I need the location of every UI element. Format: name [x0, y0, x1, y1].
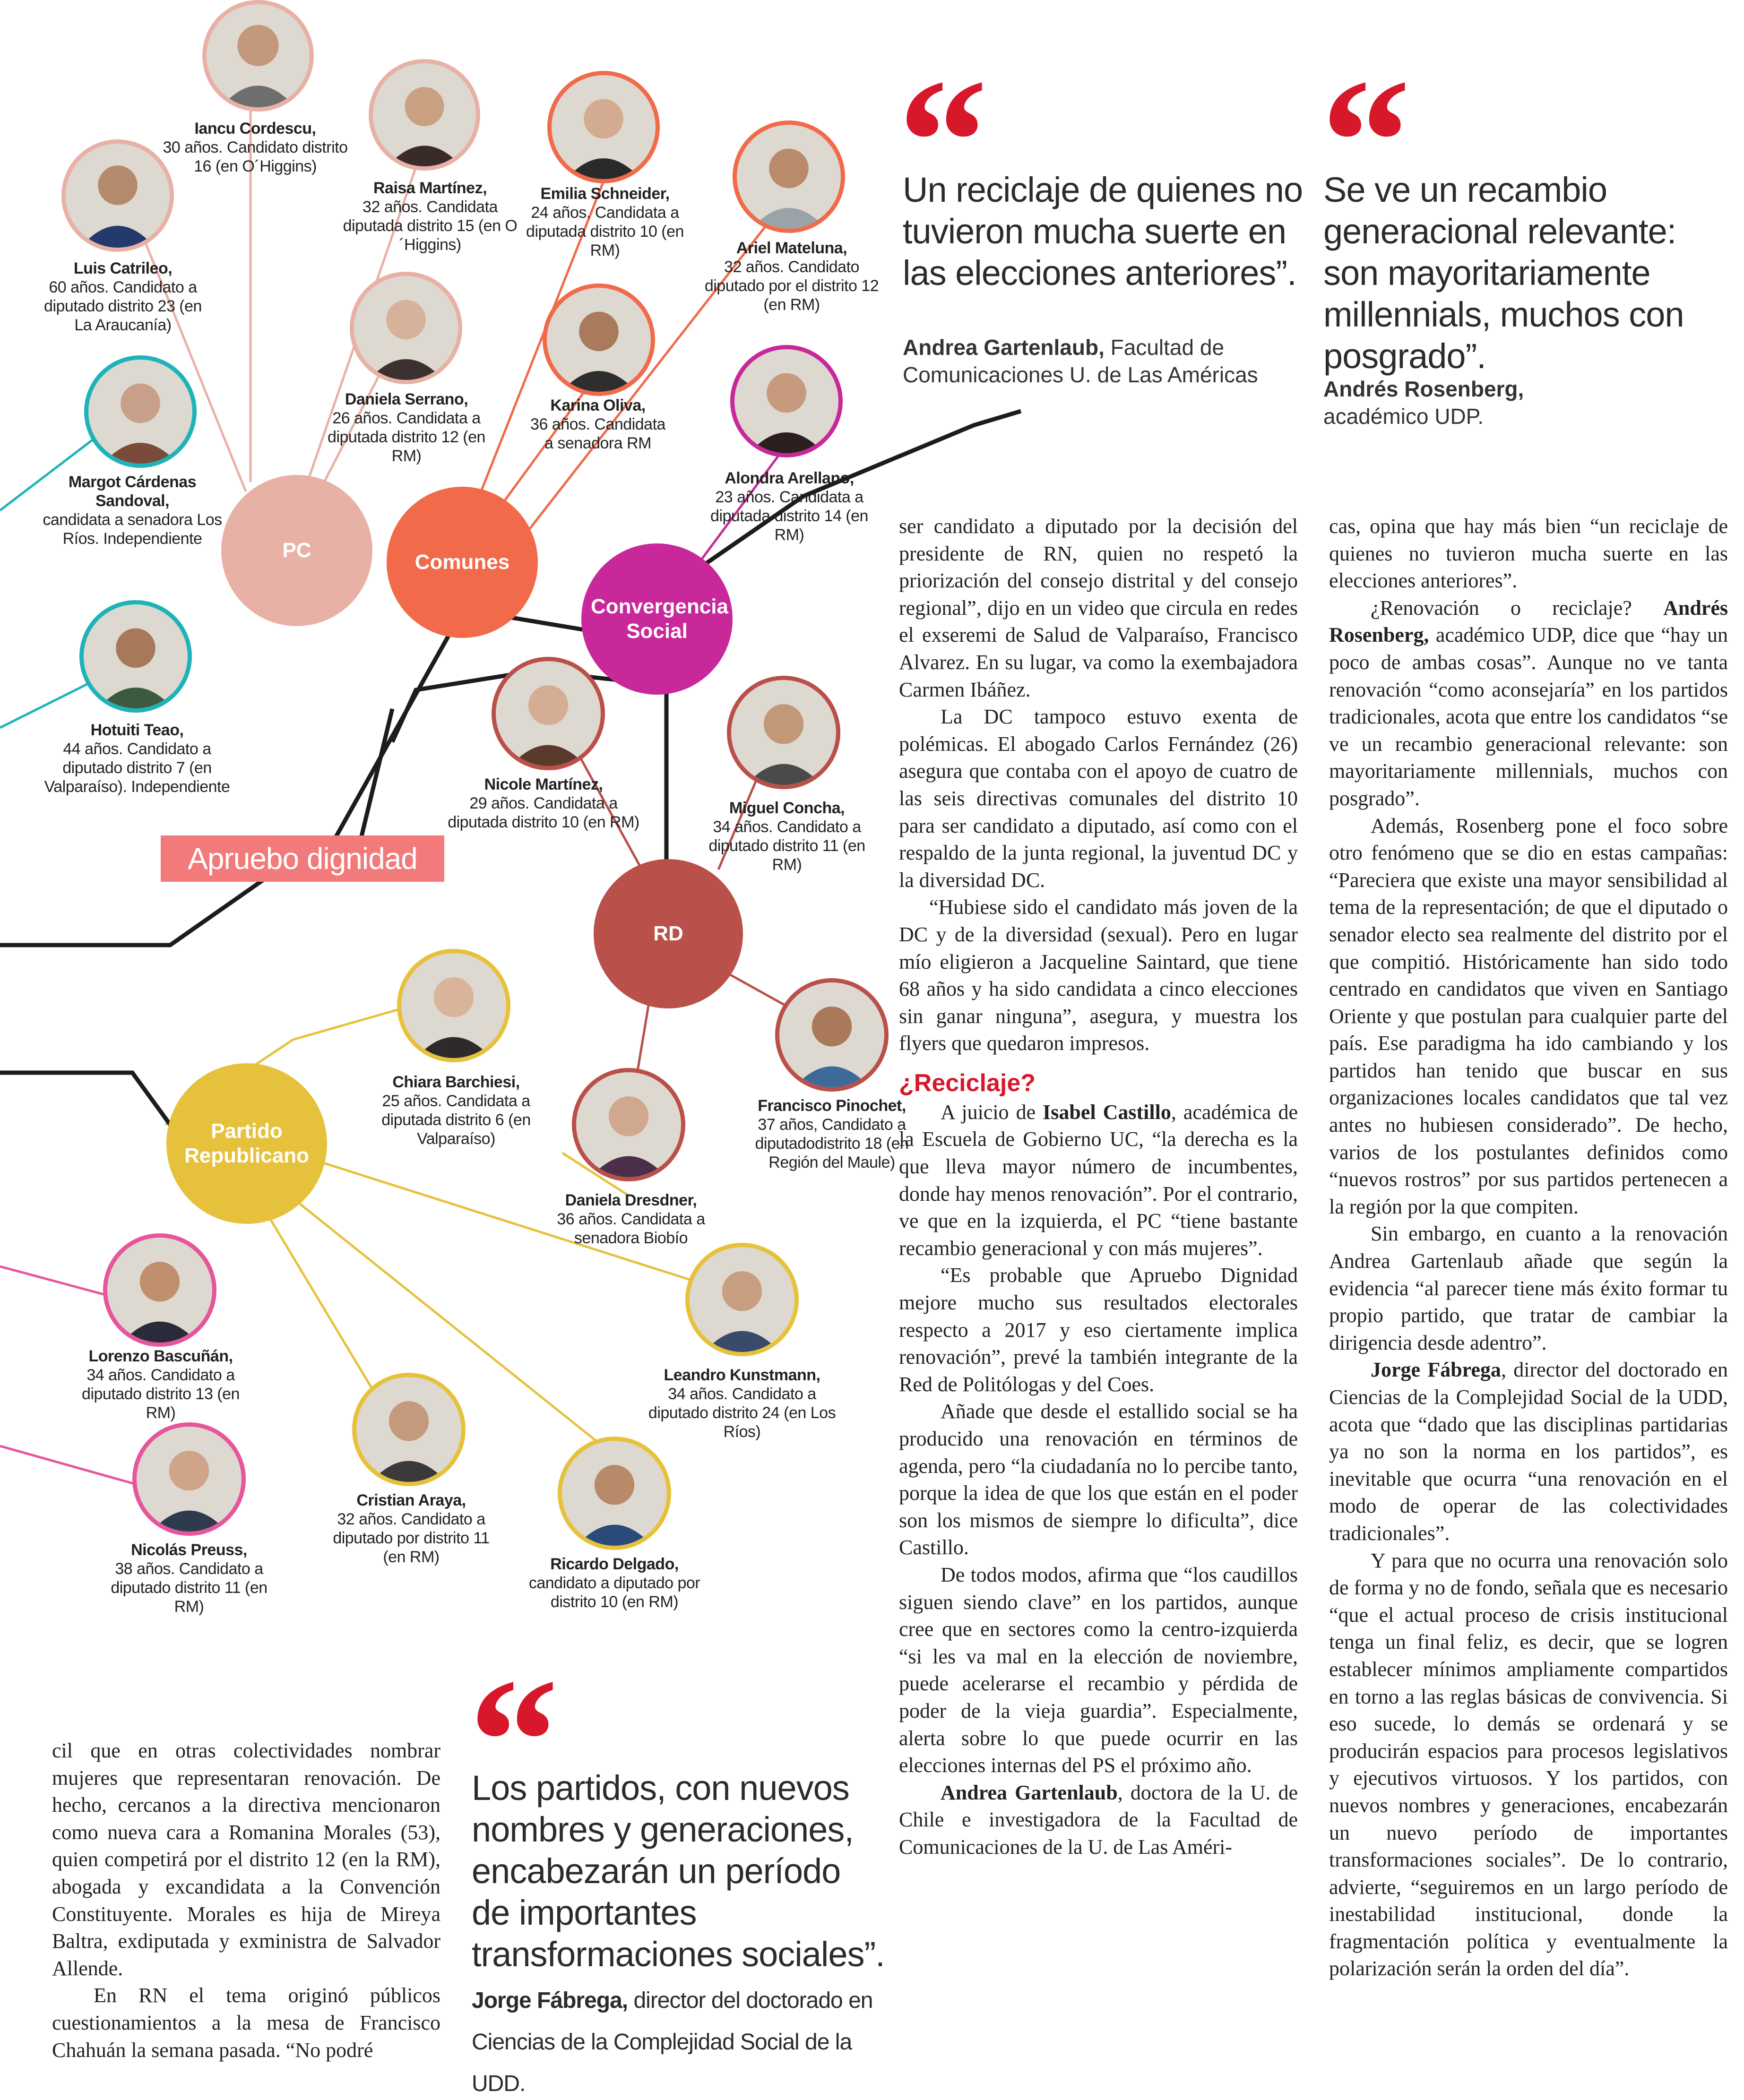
pull-quote-2-attribution: Andrés Rosenberg, académico UDP.: [1323, 377, 1524, 429]
caption-daniela-serrano: Daniela Serrano, 26 años. Candidata a diputada distrito 12 (en RM): [328, 390, 485, 465]
caption-raisa: Raisa Martínez, 32 años. Candidata diputada distrito 15 (en O´Higgins): [343, 179, 518, 254]
caption-miguel: Miguel Concha, 34 años. Candidato a diputado distrito 11 (en RM): [708, 799, 865, 874]
pull-quote-1: Un reciclaje de quienes no tuvieron mucha suerte en las elecciones anteriores”.: [903, 170, 1303, 293]
quote-mark-icon: [1321, 71, 1411, 151]
paragraph: “Es probable que Apruebo Dignidad mejore mucho sus resultados electorales respecto a 2017 y eso ciertamente implica renovación”, prevé la también integrante de la Red de Politólogas y del Coes.: [899, 1264, 1298, 1396]
paragraph: ser candidato a diputado por la decisión del presidente de RN, quien no respetó la priorización del consejo distrital y del consejo regional”, dijo en un video que circula en redes el exseremi de Salud de Valparaíso, Francisco Alvarez. En su lugar, va como la exembajadora Carmen Ibáñez.: [899, 515, 1298, 701]
caption-karina: Karina Oliva, 36 años. Candidata a senadora RM: [530, 396, 665, 452]
section-heading: ¿Reciclaje?: [899, 1069, 1036, 1097]
article-column-right: [1329, 513, 1728, 1982]
caption-lorenzo: Lorenzo Bascuñán, 34 años. Candidato a diputado distrito 13 (en RM): [82, 1347, 240, 1422]
photo-nicolas: [132, 1422, 246, 1536]
photo-ariel: [733, 120, 845, 233]
pull-quote-3: Los partidos, con nuevos nombres y generaciones, encabezarán un período de importantes transformaciones sociales”. Jorge Fábrega, director del doctorado en Ciencias de la Complejidad Social de la UDD.: [472, 1768, 885, 2096]
photo-iancu: [202, 0, 314, 112]
paragraph: A juicio de Isabel Castillo, académica de la Escuela de Gobierno UC, “la derecha es la que lleva mayor número de incumbentes, donde hay menos renovación”. Por el contrario, ve que en la izquierda, el PC “tiene bastante recambio generacional y con más mujeres”.: [899, 1100, 1298, 1260]
paragraph: “Hubiese sido el candidato más joven de la DC y de la diversidad (sexual). Pero en lugar mío eligieron a Jacqueline Saintard, que tiene 68 años y ha sido candidata a cinco elecciones sin ganar ninguna”, asegura, y muestra los flyers que quedaron impresos.: [899, 895, 1298, 1055]
party-node-pc: PC: [221, 475, 372, 626]
photo-alondra: [730, 345, 843, 457]
party-node-rd: RD: [594, 859, 743, 1008]
paragraph: Y para que no ocurra una renovación solo de forma y no de fondo, señala que es necesario “que el actual proceso de crisis institucional tenga un final feliz, es decir, que se logren establecer mínimos ampliamente compartidos en torno a las reglas básicas de convivencia. Si eso sucede, lo demás se ordenará y se producirán espacios para procesos legislativos y ejecutivos virtuosos. Y los partidos, con nuevos nombres y generaciones, encabezarán un nuevo período de importantes transformaciones sociales”. De lo contrario, advierte, “seguiremos en un largo período de inestabilidad institucional, donde la fragmentación política y eventualmente la polarización serán la orden del día”.: [1329, 1549, 1728, 1980]
caption-emilia: Emilia Schneider, 24 años. Candidata a diputada distrito 10 (en RM): [526, 185, 684, 259]
paragraph: Añade que desde el estallido social se ha producido una renovación en términos de agenda, pero “la ciudadanía no lo percibe tanto, porque la idea de que los que están en el poder son los mismos de siempre lo dificulta”, dice Castillo.: [899, 1400, 1298, 1559]
photo-karina: [543, 284, 655, 396]
article-column-middle: [899, 513, 1298, 1861]
caption-margot: Margot Cárdenas Sandoval, candidata a senadora Los Ríos. Independiente: [43, 473, 222, 548]
paragraph: cil que en otras colectividades nombrar mujeres que representaran renovación. De hecho, cercanos a la directiva mencionaron como nueva cara a Romanina Morales (53), quien competirá por el distrito 12 (en la RM), abogada y excandidata a la Convención Constituyente. Morales es hija de Mireya Baltra, exdiputada y exministra de Salvador Allende.: [52, 1739, 440, 1980]
caption-hotuiti: Hotuiti Teao, 44 años. Candidato a diputado distrito 7 (en Valparaíso). Independiente: [44, 721, 230, 796]
photo-nicole: [492, 657, 605, 770]
caption-luis: Luis Catrileo, 60 años. Candidato a diputado distrito 23 (en La Araucanía): [44, 259, 202, 334]
caption-alondra: Alondra Arellano, 23 años. Candidata a diputada distrito 14 (en RM): [710, 469, 868, 544]
photo-leandro: [685, 1243, 799, 1356]
photo-francisco: [775, 978, 889, 1092]
paragraph: Jorge Fábrega, director del doctorado en Ciencias de la Complejidad Social de la UDD, acota que “dado que las disciplinas partidarias ya no son la norma en los partidos”, es inevitable que ocurra “una renovación en el modo de operar de las colectividades tradicionales”.: [1329, 1358, 1728, 1545]
pull-quote-1-attribution: Andrea Gartenlaub, Facultad de Comunicaciones U. de Las Américas: [903, 335, 1258, 387]
caption-nicole: Nicole Martínez, 29 años. Candidata a diputada distrito 10 (en RM): [448, 775, 639, 831]
photo-luis: [61, 139, 174, 252]
paragraph: La DC tampoco estuvo exenta de polémicas. El abogado Carlos Fernández (26) asegura que contaba con el apoyo de cuatro de las seis directivas comunales del distrito 10 para ser candidato a diputado, así como con el respaldo de la junta regional, la juventud DC y la diversidad DC.: [899, 705, 1298, 892]
paragraph: cas, opina que hay más bien “un reciclaje de quienes no tuvieron mucha suerte en las elecciones anteriores”.: [1329, 515, 1728, 593]
caption-ricardo: Ricardo Delgado, candidato a diputado por distrito 10 (en RM): [528, 1555, 700, 1611]
photo-hotuiti: [79, 600, 192, 713]
article-column-left: [52, 1737, 440, 2064]
photo-miguel: [727, 676, 840, 789]
photo-chiara: [397, 949, 510, 1062]
photo-cristian: [352, 1373, 466, 1486]
paragraph: Sin embargo, en cuanto a la renovación Andrea Gartenlaub añade que según la evidencia “al parecer tiene más éxito formar tu propio partido, que tratar de cambiar la dirigencia desde adentro”.: [1329, 1222, 1728, 1354]
caption-ariel: Ariel Mateluna, 32 años. Candidato diputado por el distrito 12 (en RM): [704, 239, 879, 314]
photo-daniela-serrano: [350, 272, 462, 384]
caption-francisco: Francisco Pinochet, 37 años, Candidato a diputadodistrito 18 (en Región del Maule): [755, 1097, 909, 1171]
caption-chiara: Chiara Barchiesi, 25 años. Candidata a diputada distrito 6 (en Valparaíso): [381, 1073, 531, 1148]
party-node-comunes: Comunes: [387, 487, 538, 638]
caption-iancu: Iancu Cordescu, 30 años. Candidato distrito 16 (en O´Higgins): [163, 120, 348, 175]
paragraph: Andrea Gartenlaub, doctora de la U. de Chile e investigadora de la Facultad de Comunicaciones de la U. de Las Améri-: [899, 1781, 1298, 1859]
pull-quote-2: Se ve un recambio generacional relevante: son mayoritariamente millennials, muchos con posgrado”.: [1323, 170, 1684, 376]
paragraph: Además, Rosenberg pone el foco sobre otro fenómeno que se dio en estas campañas: “Pareciera que existe una mayor sensibilidad al tema de la representación; de que el diputado o senador electo sea realmente del distrito por el que compitió. Históricamente han sido todo centrado en candidatos que viven en Santiago Oriente y que postulan para cualquier parte del país. Ese paradigma ha ido cambiando y los partidos han tenido que buscar en sus organizaciones locales candidatos que tal vez antes no hubiesen considerado”. De hecho, varios de los postulantes definidos como “nuevos rostros” por sus partidos pertenecen a la región por la que compiten.: [1329, 814, 1728, 1218]
photo-daniela-dresdner: [572, 1068, 685, 1181]
paragraph: De todos modos, afirma que “los caudillos siguen siendo clave” en los partidos, aunque cree que en sectores como la centro-izquierda “si les va mal en la elección de noviembre, puede acelerarse el recambio y pérdida de poder de la vieja guardia”. Especialmente, alerta sobre lo que puede ocurrir en las elecciones internas del PS el próximo año.: [899, 1563, 1298, 1777]
photo-raisa: [369, 59, 480, 171]
caption-nicolas: Nicolás Preuss, 38 años. Candidato a diputado distrito 11 (en RM): [111, 1541, 268, 1616]
caption-cristian: Cristian Araya, 32 años. Candidato a diputado por distrito 11 (en RM): [333, 1491, 490, 1566]
party-node-republicano: Partido Republicano: [166, 1063, 327, 1224]
quote-mark-icon: [898, 71, 988, 151]
photo-ricardo: [558, 1437, 671, 1550]
photo-margot: [84, 355, 197, 468]
quote-mark-icon: [469, 1670, 559, 1751]
apruebo-dignidad-banner: Apruebo dignidad: [161, 835, 444, 882]
party-node-convergencia: Convergencia Social: [581, 543, 733, 695]
photo-lorenzo: [103, 1233, 216, 1347]
caption-leandro: Leandro Kunstmann, 34 años. Candidato a diputado distrito 24 (en Los Ríos): [648, 1366, 836, 1441]
caption-daniela-dresdner: Daniela Dresdner, 36 años. Candidata a senadora Biobío: [557, 1191, 705, 1247]
paragraph: En RN el tema originó públicos cuestionamientos a la mesa de Francisco Chahuán la semana pasada. “No podré: [52, 1984, 440, 2062]
paragraph: ¿Renovación o reciclaje? Andrés Rosenberg, académico UDP, dice que “hay un poco de ambas cosas”. Aunque no ve tanta renovación “como aconsejaría” en los partidos tradicionales, acota que entre los candidatos “se ve un recambio generacional relevante: son mayoritariamente millennials, muchos con posgrado”.: [1329, 596, 1728, 810]
photo-emilia: [547, 71, 660, 183]
